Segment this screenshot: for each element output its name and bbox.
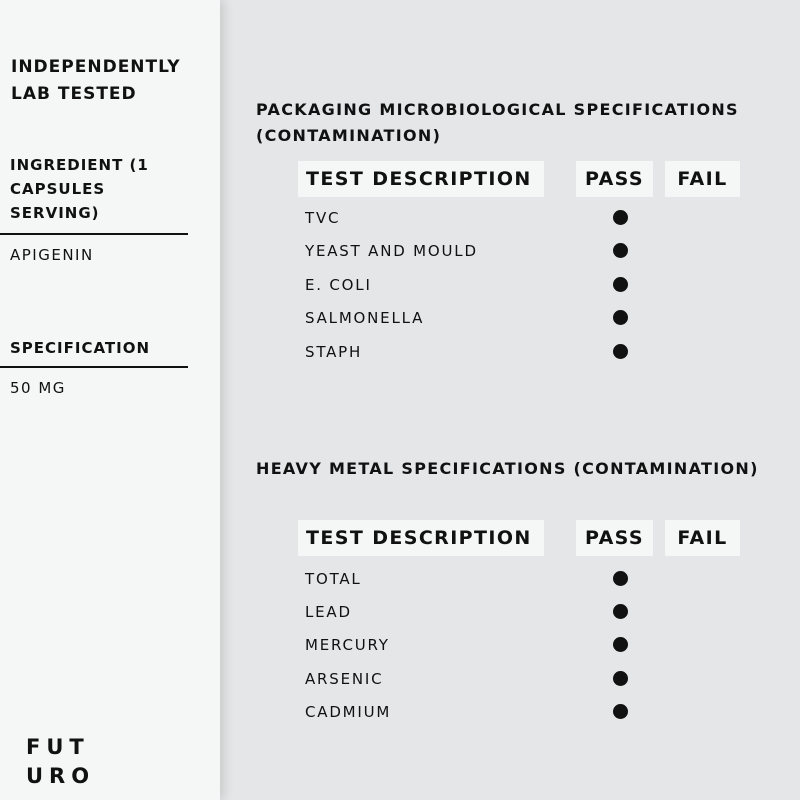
table-row — [305, 662, 635, 695]
sidebar — [0, 0, 220, 800]
metal-header-pass: PASS — [576, 520, 653, 556]
table-row — [305, 595, 635, 628]
microbiological-section-title-block — [256, 97, 786, 149]
test-description: E. COLI — [305, 275, 372, 294]
micro-header-pass: PASS — [576, 161, 653, 197]
specification-value: 50 MG — [10, 379, 66, 397]
microbiological-section-title: PACKAGING MICROBIOLOGICAL SPECIFICATIONS (CONTAMINATION) — [256, 100, 739, 145]
specification-label: SPECIFICATION — [10, 339, 151, 357]
table-row — [305, 562, 635, 595]
lab-tested-heading: INDEPENDENTLY LAB TESTED — [11, 57, 181, 104]
test-description: SALMONELLA — [305, 308, 425, 327]
heavy-metal-section-title-block — [256, 456, 786, 482]
test-description: LEAD — [305, 602, 352, 621]
pass-indicator-dot — [613, 344, 628, 359]
pass-indicator-dot — [613, 671, 628, 686]
test-description: YEAST AND MOULD — [305, 241, 478, 260]
pass-indicator-dot — [613, 704, 628, 719]
pass-indicator-dot — [613, 571, 628, 586]
pass-indicator-dot — [613, 310, 628, 325]
micro-header-test-description: TEST DESCRIPTION — [298, 161, 544, 197]
logo-line-2: URO — [26, 764, 96, 788]
pass-indicator-dot — [613, 210, 628, 225]
ingredient-value: APIGENIN — [10, 246, 94, 264]
pass-indicator-dot — [613, 243, 628, 258]
table-row — [305, 335, 635, 368]
table-row — [305, 268, 635, 301]
metal-header-fail: FAIL — [665, 520, 740, 556]
pass-indicator-dot — [613, 637, 628, 652]
ingredient-divider — [0, 233, 188, 235]
heavy-metal-section-title: HEAVY METAL SPECIFICATIONS (CONTAMINATION) — [256, 459, 759, 478]
pass-indicator-dot — [613, 277, 628, 292]
specification-divider — [0, 366, 188, 368]
table-row — [305, 234, 635, 267]
micro-header-fail: FAIL — [665, 161, 740, 197]
table-row — [305, 628, 635, 661]
test-description: MERCURY — [305, 635, 390, 654]
table-row — [305, 301, 635, 334]
metal-header-test-description: TEST DESCRIPTION — [298, 520, 544, 556]
logo-line-1: FUT — [26, 735, 90, 759]
ingredient-label: INGREDIENT (1 CAPSULES SERVING) — [10, 156, 149, 222]
test-description: ARSENIC — [305, 669, 384, 688]
table-row — [305, 695, 635, 728]
futuro-logo — [26, 733, 95, 791]
test-description: TVC — [305, 208, 341, 227]
test-description: TOTAL — [305, 569, 362, 588]
test-description: CADMIUM — [305, 702, 392, 721]
table-row — [305, 201, 635, 234]
pass-indicator-dot — [613, 604, 628, 619]
test-description: STAPH — [305, 342, 363, 361]
